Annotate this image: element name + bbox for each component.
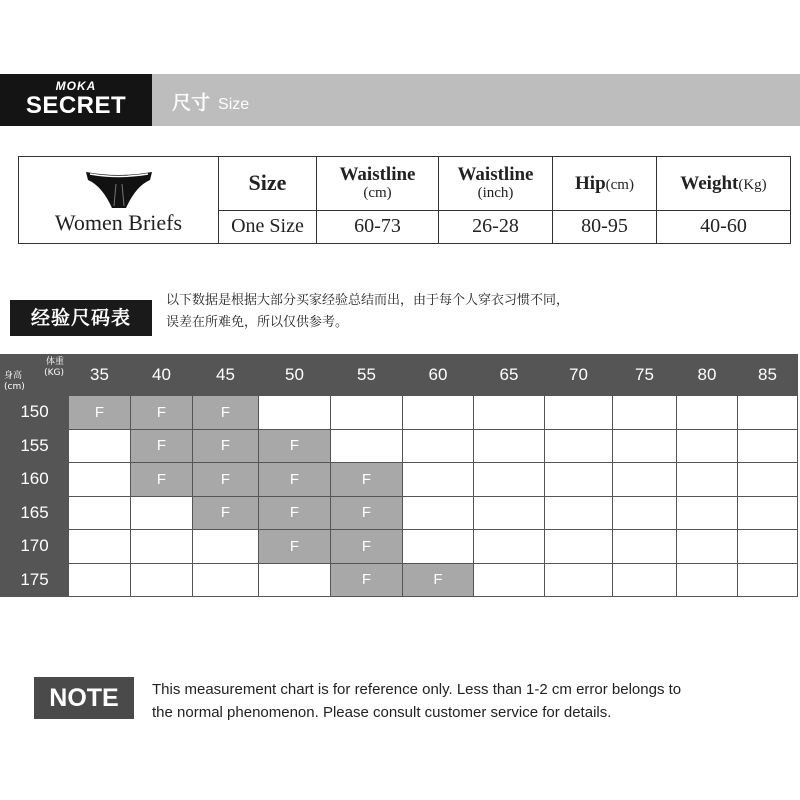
col-waist-cm-header xyxy=(317,157,439,211)
grid-cell xyxy=(131,530,193,564)
size-table xyxy=(18,156,791,244)
experience-label: 经验尺码表 xyxy=(10,300,152,336)
grid-cell xyxy=(403,429,474,463)
corner-height-label: 身高 xyxy=(4,371,23,381)
col-weight-title: Weight xyxy=(680,172,739,194)
corner-height-unit: (cm) xyxy=(4,382,25,392)
weight-header: 75 xyxy=(613,355,677,396)
grid-cell xyxy=(259,563,331,597)
brand-main-text: SECRET xyxy=(25,92,127,119)
grid-cell xyxy=(677,530,738,564)
weight-header: 55 xyxy=(331,355,403,396)
fit-cell: F xyxy=(259,429,331,463)
experience-note-line1: 以下数据是根据大部分买家经验总结而出，由于每个人穿衣习惯不同， xyxy=(166,293,570,308)
waist-cm-value: 60-73 xyxy=(317,210,439,243)
fit-cell: F xyxy=(69,396,131,430)
height-header: 155 xyxy=(1,429,69,463)
fit-cell: F xyxy=(259,530,331,564)
grid-cell xyxy=(545,463,613,497)
fit-cell: F xyxy=(259,463,331,497)
experience-note xyxy=(166,290,686,334)
grid-cell xyxy=(403,530,474,564)
col-waist-inch-title: Waistline xyxy=(457,164,534,186)
weight-header: 65 xyxy=(474,355,545,396)
size-value: One Size xyxy=(219,210,317,243)
grid-cell xyxy=(69,530,131,564)
fit-cell: F xyxy=(259,496,331,530)
grid-cell xyxy=(474,496,545,530)
grid-cell xyxy=(69,496,131,530)
grid-cell xyxy=(403,496,474,530)
grid-cell xyxy=(545,496,613,530)
fit-cell: F xyxy=(331,563,403,597)
grid-cell xyxy=(193,530,259,564)
grid-cell xyxy=(677,463,738,497)
fit-grid xyxy=(0,354,798,597)
grid-cell xyxy=(474,429,545,463)
col-waist-cm-unit: (cm) xyxy=(363,185,392,202)
grid-cell xyxy=(613,463,677,497)
grid-row xyxy=(1,563,798,597)
product-label: Women Briefs xyxy=(54,210,183,235)
grid-cell xyxy=(474,396,545,430)
grid-row xyxy=(1,530,798,564)
note-line1: This measurement chart is for reference only. Less than 1-2 cm error belongs to xyxy=(152,681,682,698)
corner-weight-label: 体重 xyxy=(45,357,64,367)
fit-cell: F xyxy=(131,463,193,497)
note-line2: the normal phenomenon. Please consult customer service for details. xyxy=(152,704,612,721)
weight-header: 80 xyxy=(677,355,738,396)
grid-cell xyxy=(545,396,613,430)
col-weight-unit: (Kg) xyxy=(738,176,767,193)
waist-inch-value: 26-28 xyxy=(439,210,553,243)
brand-logo xyxy=(0,74,152,126)
height-header: 150 xyxy=(1,396,69,430)
grid-cell xyxy=(474,463,545,497)
corner-height xyxy=(4,371,25,393)
weight-value: 40-60 xyxy=(657,210,791,243)
corner-weight xyxy=(44,357,64,379)
height-header: 170 xyxy=(1,530,69,564)
fit-cell: F xyxy=(193,396,259,430)
grid-cell xyxy=(259,396,331,430)
weight-header: 50 xyxy=(259,355,331,396)
fit-cell: F xyxy=(131,429,193,463)
grid-cell xyxy=(474,563,545,597)
grid-row xyxy=(1,463,798,497)
grid-cell xyxy=(331,429,403,463)
grid-cell xyxy=(69,563,131,597)
grid-cell xyxy=(403,396,474,430)
grid-cell xyxy=(474,530,545,564)
grid-cell xyxy=(738,530,798,564)
col-hip-header xyxy=(553,157,657,211)
col-weight-header xyxy=(657,157,791,211)
fit-cell: F xyxy=(331,530,403,564)
fit-cell: F xyxy=(331,463,403,497)
grid-cell xyxy=(331,396,403,430)
grid-cell xyxy=(69,429,131,463)
col-hip-title: Hip xyxy=(575,172,606,194)
fit-cell: F xyxy=(193,429,259,463)
section-title xyxy=(172,88,249,115)
grid-cell xyxy=(131,496,193,530)
grid-cell xyxy=(613,563,677,597)
weight-header: 60 xyxy=(403,355,474,396)
weight-header: 35 xyxy=(69,355,131,396)
col-hip-unit: (cm) xyxy=(605,176,634,193)
hip-value: 80-95 xyxy=(553,210,657,243)
grid-cell xyxy=(677,396,738,430)
corner-weight-unit: (KG) xyxy=(44,368,64,378)
grid-cell xyxy=(738,496,798,530)
fit-cell: F xyxy=(193,496,259,530)
product-cell xyxy=(19,157,219,244)
grid-cell xyxy=(193,563,259,597)
fit-cell: F xyxy=(131,396,193,430)
section-title-cn: 尺寸 xyxy=(172,92,211,114)
section-title-en: Size xyxy=(218,96,250,113)
col-waist-cm-title: Waistline xyxy=(339,164,416,186)
grid-cell xyxy=(613,530,677,564)
weight-header: 40 xyxy=(131,355,193,396)
header-bar xyxy=(0,74,800,126)
grid-cell xyxy=(738,396,798,430)
grid-cell xyxy=(677,496,738,530)
briefs-icon xyxy=(84,168,154,210)
grid-cell xyxy=(738,429,798,463)
fit-cell: F xyxy=(193,463,259,497)
fit-cell: F xyxy=(331,496,403,530)
grid-cell xyxy=(613,429,677,463)
height-header: 175 xyxy=(1,563,69,597)
fit-cell: F xyxy=(403,563,474,597)
grid-row xyxy=(1,396,798,430)
weight-header: 85 xyxy=(738,355,798,396)
experience-note-line2: 误差在所难免，所以仅供参考。 xyxy=(166,315,349,330)
weight-header: 70 xyxy=(545,355,613,396)
grid-corner xyxy=(1,355,69,396)
grid-cell xyxy=(403,463,474,497)
grid-cell xyxy=(738,563,798,597)
grid-row xyxy=(1,496,798,530)
grid-cell xyxy=(545,563,613,597)
grid-row xyxy=(1,429,798,463)
grid-cell xyxy=(69,463,131,497)
grid-cell xyxy=(613,496,677,530)
grid-cell xyxy=(738,463,798,497)
grid-cell xyxy=(677,429,738,463)
grid-cell xyxy=(613,396,677,430)
grid-cell xyxy=(545,530,613,564)
col-waist-inch-unit: (inch) xyxy=(477,185,514,202)
grid-cell xyxy=(131,563,193,597)
height-header: 160 xyxy=(1,463,69,497)
col-waist-inch-header xyxy=(439,157,553,211)
grid-cell xyxy=(545,429,613,463)
note-badge: NOTE xyxy=(34,677,134,719)
col-size-header: Size xyxy=(219,157,317,211)
grid-cell xyxy=(677,563,738,597)
note-text xyxy=(152,678,752,724)
weight-header: 45 xyxy=(193,355,259,396)
brand-top-text: MOKA xyxy=(55,79,97,93)
height-header: 165 xyxy=(1,496,69,530)
